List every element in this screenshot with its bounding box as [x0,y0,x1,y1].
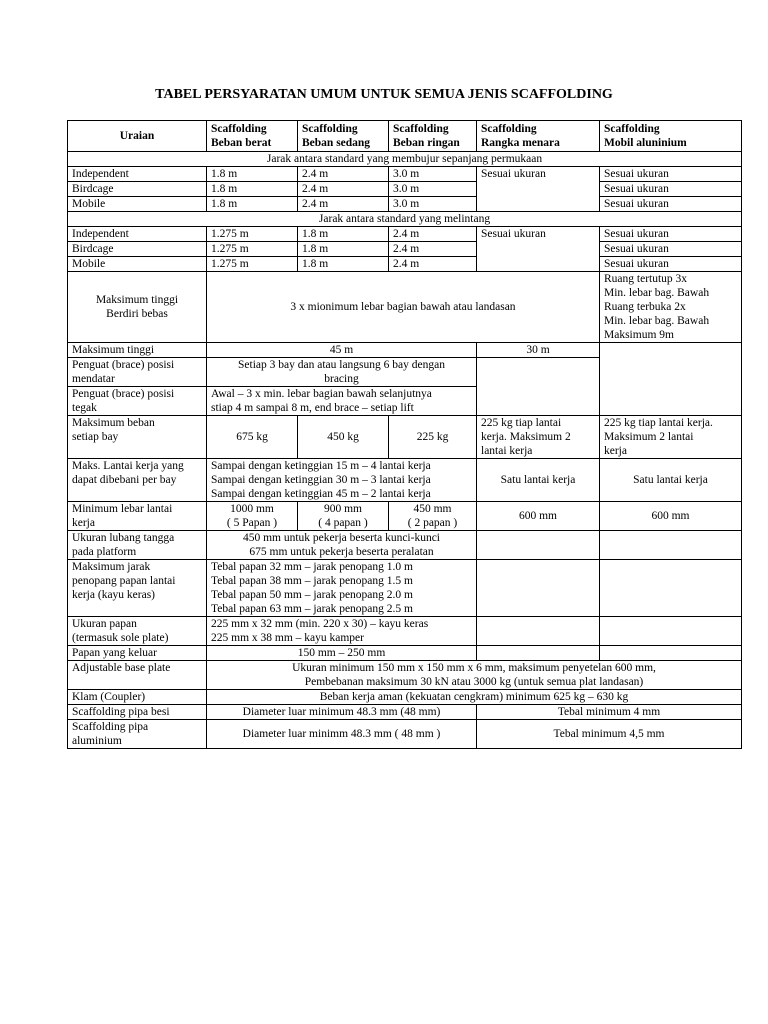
row-label: Mobile [68,257,207,272]
row-label: Maks. Lantai kerja yang dapat dibebani per bay [68,459,207,502]
scaffolding-requirements-table [67,120,742,749]
cell [600,646,742,661]
row-label: Independent [68,167,207,182]
table-row [68,661,742,690]
cell: 1.8 m [207,182,298,197]
table-row [68,416,742,459]
cell: 225 kg tiap lantai kerja. Maksimum 2 lantai kerja [600,416,742,459]
cell: Sesuai ukuran [477,167,600,212]
cell: 1.275 m [207,257,298,272]
cell: Satu lantai kerja [477,459,600,502]
cell: 1.8 m [298,257,389,272]
cell: Tebal minimum 4 mm [477,705,742,720]
cell: 225 mm x 32 mm (min. 220 x 30) – kayu keras 225 mm x 38 mm – kayu kamper [207,617,477,646]
row-label: Adjustable base plate [68,661,207,690]
cell: 2.4 m [389,242,477,257]
cell: 1.8 m [298,242,389,257]
row-label: Maksimum beban setiap bay [68,416,207,459]
row-label: Birdcage [68,242,207,257]
section-heading: Jarak antara standard yang melintang [68,212,742,227]
cell: 1.8 m [207,197,298,212]
cell: 450 mm untuk pekerja beserta kunci-kunci 675 mm untuk pekerja beserta peralatan [207,531,477,560]
cell: 2.4 m [298,167,389,182]
header-row [68,121,742,152]
cell: 1.275 m [207,227,298,242]
header-rangka-menara: Scaffolding Rangka menara [477,121,600,152]
cell: Diameter luar minimm 48.3 mm ( 48 mm ) [207,720,477,749]
cell [600,560,742,617]
cell: 450 kg [298,416,389,459]
row-label: Penguat (brace) posisi mendatar [68,358,207,387]
cell: 600 mm [600,502,742,531]
table-row [68,272,742,343]
document-title: TABEL PERSYARATAN UMUM UNTUK SEMUA JENIS SCAFFOLDING [155,87,613,102]
table-row [68,502,742,531]
table-row [68,197,742,212]
cell: 3.0 m [389,167,477,182]
cell: 450 mm ( 2 papan ) [389,502,477,531]
cell: Sesuai ukuran [600,242,742,257]
cell: 2.4 m [389,257,477,272]
cell: 2.4 m [389,227,477,242]
table-row [68,531,742,560]
table-row [68,257,742,272]
cell [477,560,600,617]
table-row [68,646,742,661]
row-label: Birdcage [68,182,207,197]
table-row [68,242,742,257]
row-label: Scaffolding pipa besi [68,705,207,720]
row-label: Minimum lebar lantai kerja [68,502,207,531]
row-label: Maksimum jarak penopang papan lantai kerja (kayu keras) [68,560,207,617]
cell: Tebal minimum 4,5 mm [477,720,742,749]
cell [477,617,600,646]
cell: 1.8 m [298,227,389,242]
cell: Sesuai ukuran [600,227,742,242]
table-row [68,617,742,646]
cell: 225 kg tiap lantai kerja. Maksimum 2 lantai kerja [477,416,600,459]
header-beban-ringan: Scaffolding Beban ringan [389,121,477,152]
cell [477,358,600,416]
header-uraian: Uraian [68,121,207,152]
cell: Sesuai ukuran [600,197,742,212]
cell: Ruang tertutup 3x Min. lebar bag. Bawah Ruang terbuka 2x Min. lebar bag. Bawah Maksimum 9m [600,272,742,343]
table-row [68,560,742,617]
cell [477,646,600,661]
cell: 675 kg [207,416,298,459]
cell: Sesuai ukuran [600,167,742,182]
cell: Sesuai ukuran [600,257,742,272]
table-row [68,459,742,502]
cell: Sesuai ukuran [600,182,742,197]
cell: Sampai dengan ketinggian 15 m – 4 lantai kerja Sampai dengan ketinggian 30 m – 3 lantai kerja Sampai dengan ketinggian 45 m – 2 lantai kerja [207,459,477,502]
table-row [68,167,742,182]
table-row [68,705,742,720]
table-row [68,720,742,749]
cell: 1.275 m [207,242,298,257]
table-row [68,227,742,242]
header-beban-berat: Scaffolding Beban berat [207,121,298,152]
section-heading: Jarak antara standard yang membujur sepanjang permukaan [68,152,742,167]
cell [600,343,742,416]
cell: Satu lantai kerja [600,459,742,502]
cell: Sesuai ukuran [477,227,600,272]
cell: 2.4 m [298,182,389,197]
cell: 3.0 m [389,197,477,212]
cell: Tebal papan 32 mm – jarak penopang 1.0 m Tebal papan 38 mm – jarak penopang 1.5 m Tebal papan 50 mm – jarak penopang 2.0 m Tebal papan 63 mm – jarak penopang 2.5 m [207,560,477,617]
cell: 150 mm – 250 mm [207,646,477,661]
row-label: Klam (Coupler) [68,690,207,705]
header-beban-sedang: Scaffolding Beban sedang [298,121,389,152]
row-label: Mobile [68,197,207,212]
cell [600,617,742,646]
cell: 1.8 m [207,167,298,182]
row-label: Maksimum tinggi Berdiri bebas [68,272,207,343]
row-label: Penguat (brace) posisi tegak [68,387,207,416]
cell: 3 x mionimum lebar bagian bawah atau landasan [207,272,600,343]
row-label: Ukuran papan (termasuk sole plate) [68,617,207,646]
row-label: Independent [68,227,207,242]
cell: 2.4 m [298,197,389,212]
cell: 900 mm ( 4 papan ) [298,502,389,531]
cell: Setiap 3 bay dan atau langsung 6 bay dengan bracing [207,358,477,387]
table-row [68,343,742,358]
cell: Diameter luar minimum 48.3 mm (48 mm) [207,705,477,720]
table-row [68,690,742,705]
cell: Beban kerja aman (kekuatan cengkram) minimum 625 kg – 630 kg [207,690,742,705]
cell: 225 kg [389,416,477,459]
cell: Awal – 3 x min. lebar bagian bawah selanjutnya stiap 4 m sampai 8 m, end brace – setiap lift [207,387,477,416]
table-row [68,182,742,197]
row-label: Scaffolding pipa aluminium [68,720,207,749]
cell: Ukuran minimum 150 mm x 150 mm x 6 mm, maksimum penyetelan 600 mm, Pembebanan maksimum 30 kN atau 3000 kg (untuk semua plat landasan) [207,661,742,690]
cell [600,531,742,560]
cell: 600 mm [477,502,600,531]
cell: 30 m [477,343,600,358]
header-mobil-aluninium: Scaffolding Mobil aluninium [600,121,742,152]
row-label: Papan yang keluar [68,646,207,661]
cell: 45 m [207,343,477,358]
row-label: Maksimum tinggi [68,343,207,358]
cell [477,531,600,560]
cell: 3.0 m [389,182,477,197]
row-label: Ukuran lubang tangga pada platform [68,531,207,560]
cell: 1000 mm ( 5 Papan ) [207,502,298,531]
